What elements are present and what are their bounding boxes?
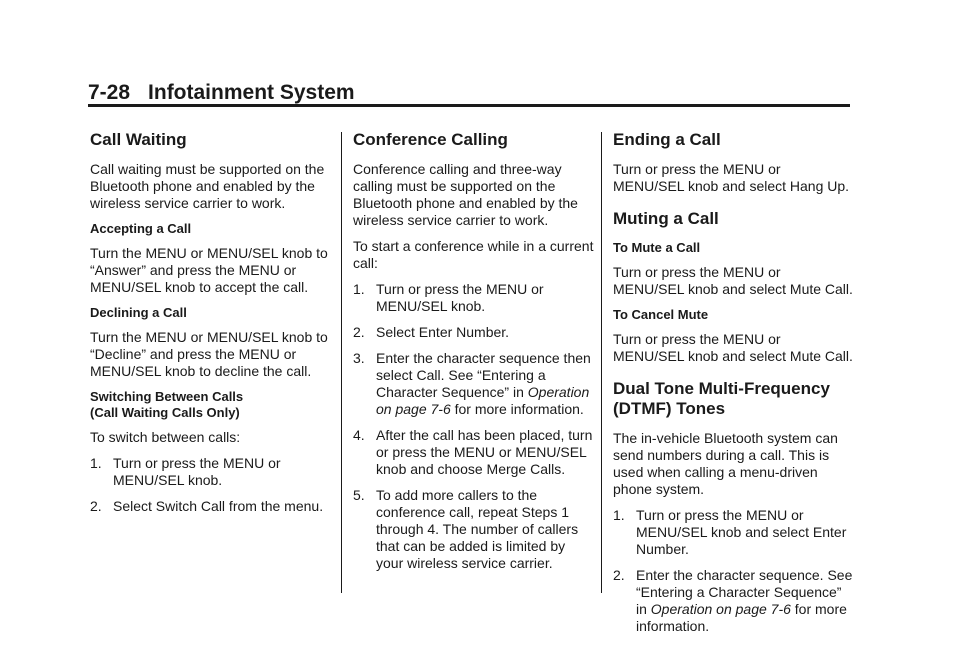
section-title: Infotainment System (148, 81, 355, 104)
heading-dtmf-tones: Dual Tone Multi-Frequency (DTMF) Tones (613, 379, 830, 418)
paragraph: The in-vehicle Bluetooth system can send numbers during a call. This is used when calling a menu-driven phone system. (613, 430, 838, 497)
list-item: 2. Enter the character sequence. See “Entering a Character Sequence” in Operation on page 7-6 for more information. (613, 567, 853, 634)
steps-list (353, 281, 595, 572)
cross-reference: Operation on page 7-6 (376, 384, 590, 417)
column-conference-calling (353, 130, 595, 581)
paragraph: Turn or press the MENU or MENU/SEL knob and select Hang Up. (613, 161, 850, 194)
list-item: 3. Enter the character sequence then select Call. See “Entering a Character Sequence” in Operation on page 7-6 for more information. (353, 350, 591, 417)
subheading-cancel-mute: To Cancel Mute (613, 307, 709, 322)
subheading-accepting: Accepting a Call (90, 221, 192, 236)
subheading-declining: Declining a Call (90, 305, 187, 320)
list-item: 1. Turn or press the MENU or MENU/SEL knob and select Enter Number. (613, 507, 847, 557)
heading-muting-a-call: Muting a Call (613, 209, 719, 228)
paragraph: Turn the MENU or MENU/SEL knob to “Answer” and press the MENU or MENU/SEL knob to accept the call. (90, 245, 328, 295)
list-item: 2. Select Enter Number. (353, 324, 510, 340)
paragraph: Conference calling and three-way calling must be supported on the Bluetooth phone and enabled by the wireless service carrier to work. (353, 161, 578, 228)
paragraph: Turn the MENU or MENU/SEL knob to “Decline” and press the MENU or MENU/SEL knob to decline the call. (90, 329, 328, 379)
column-ending-muting-dtmf (613, 130, 853, 644)
page-header (88, 80, 850, 106)
paragraph: Turn or press the MENU or MENU/SEL knob and select Mute Call. (613, 331, 853, 364)
column-call-waiting (90, 130, 330, 524)
list-item: 5. To add more callers to the conference call, repeat Steps 1 through 4. The number of callers that can be added is limited by your wireless service carrier. (353, 487, 579, 571)
list-item: 2. Select Switch Call from the menu. (90, 498, 324, 514)
list-item: 4. After the call has been placed, turn or press the MENU or MENU/SEL knob and choose Merge Calls. (353, 427, 593, 477)
list-item: 1. Turn or press the MENU or MENU/SEL knob. (90, 455, 281, 488)
steps-list (613, 507, 853, 635)
paragraph: To switch between calls: (90, 429, 241, 445)
steps-list (90, 455, 330, 515)
header-rule (88, 104, 850, 107)
paragraph: Turn or press the MENU or MENU/SEL knob and select Mute Call. (613, 264, 853, 297)
heading-conference-calling: Conference Calling (353, 130, 508, 149)
subheading-mute: To Mute a Call (613, 240, 701, 255)
subheading-switching: Switching Between Calls (Call Waiting Calls Only) (90, 389, 244, 420)
paragraph: Call waiting must be supported on the Bluetooth phone and enabled by the wireless service carrier to work. (90, 161, 325, 211)
heading-ending-a-call: Ending a Call (613, 130, 721, 149)
paragraph: To start a conference while in a current call: (353, 238, 594, 271)
column-divider (341, 132, 342, 593)
list-item: 1. Turn or press the MENU or MENU/SEL knob. (353, 281, 544, 314)
heading-call-waiting: Call Waiting (90, 130, 187, 149)
cross-reference: Operation on page 7-6 (650, 601, 791, 617)
page-number: 7-28 (88, 81, 131, 104)
column-divider (601, 132, 602, 593)
